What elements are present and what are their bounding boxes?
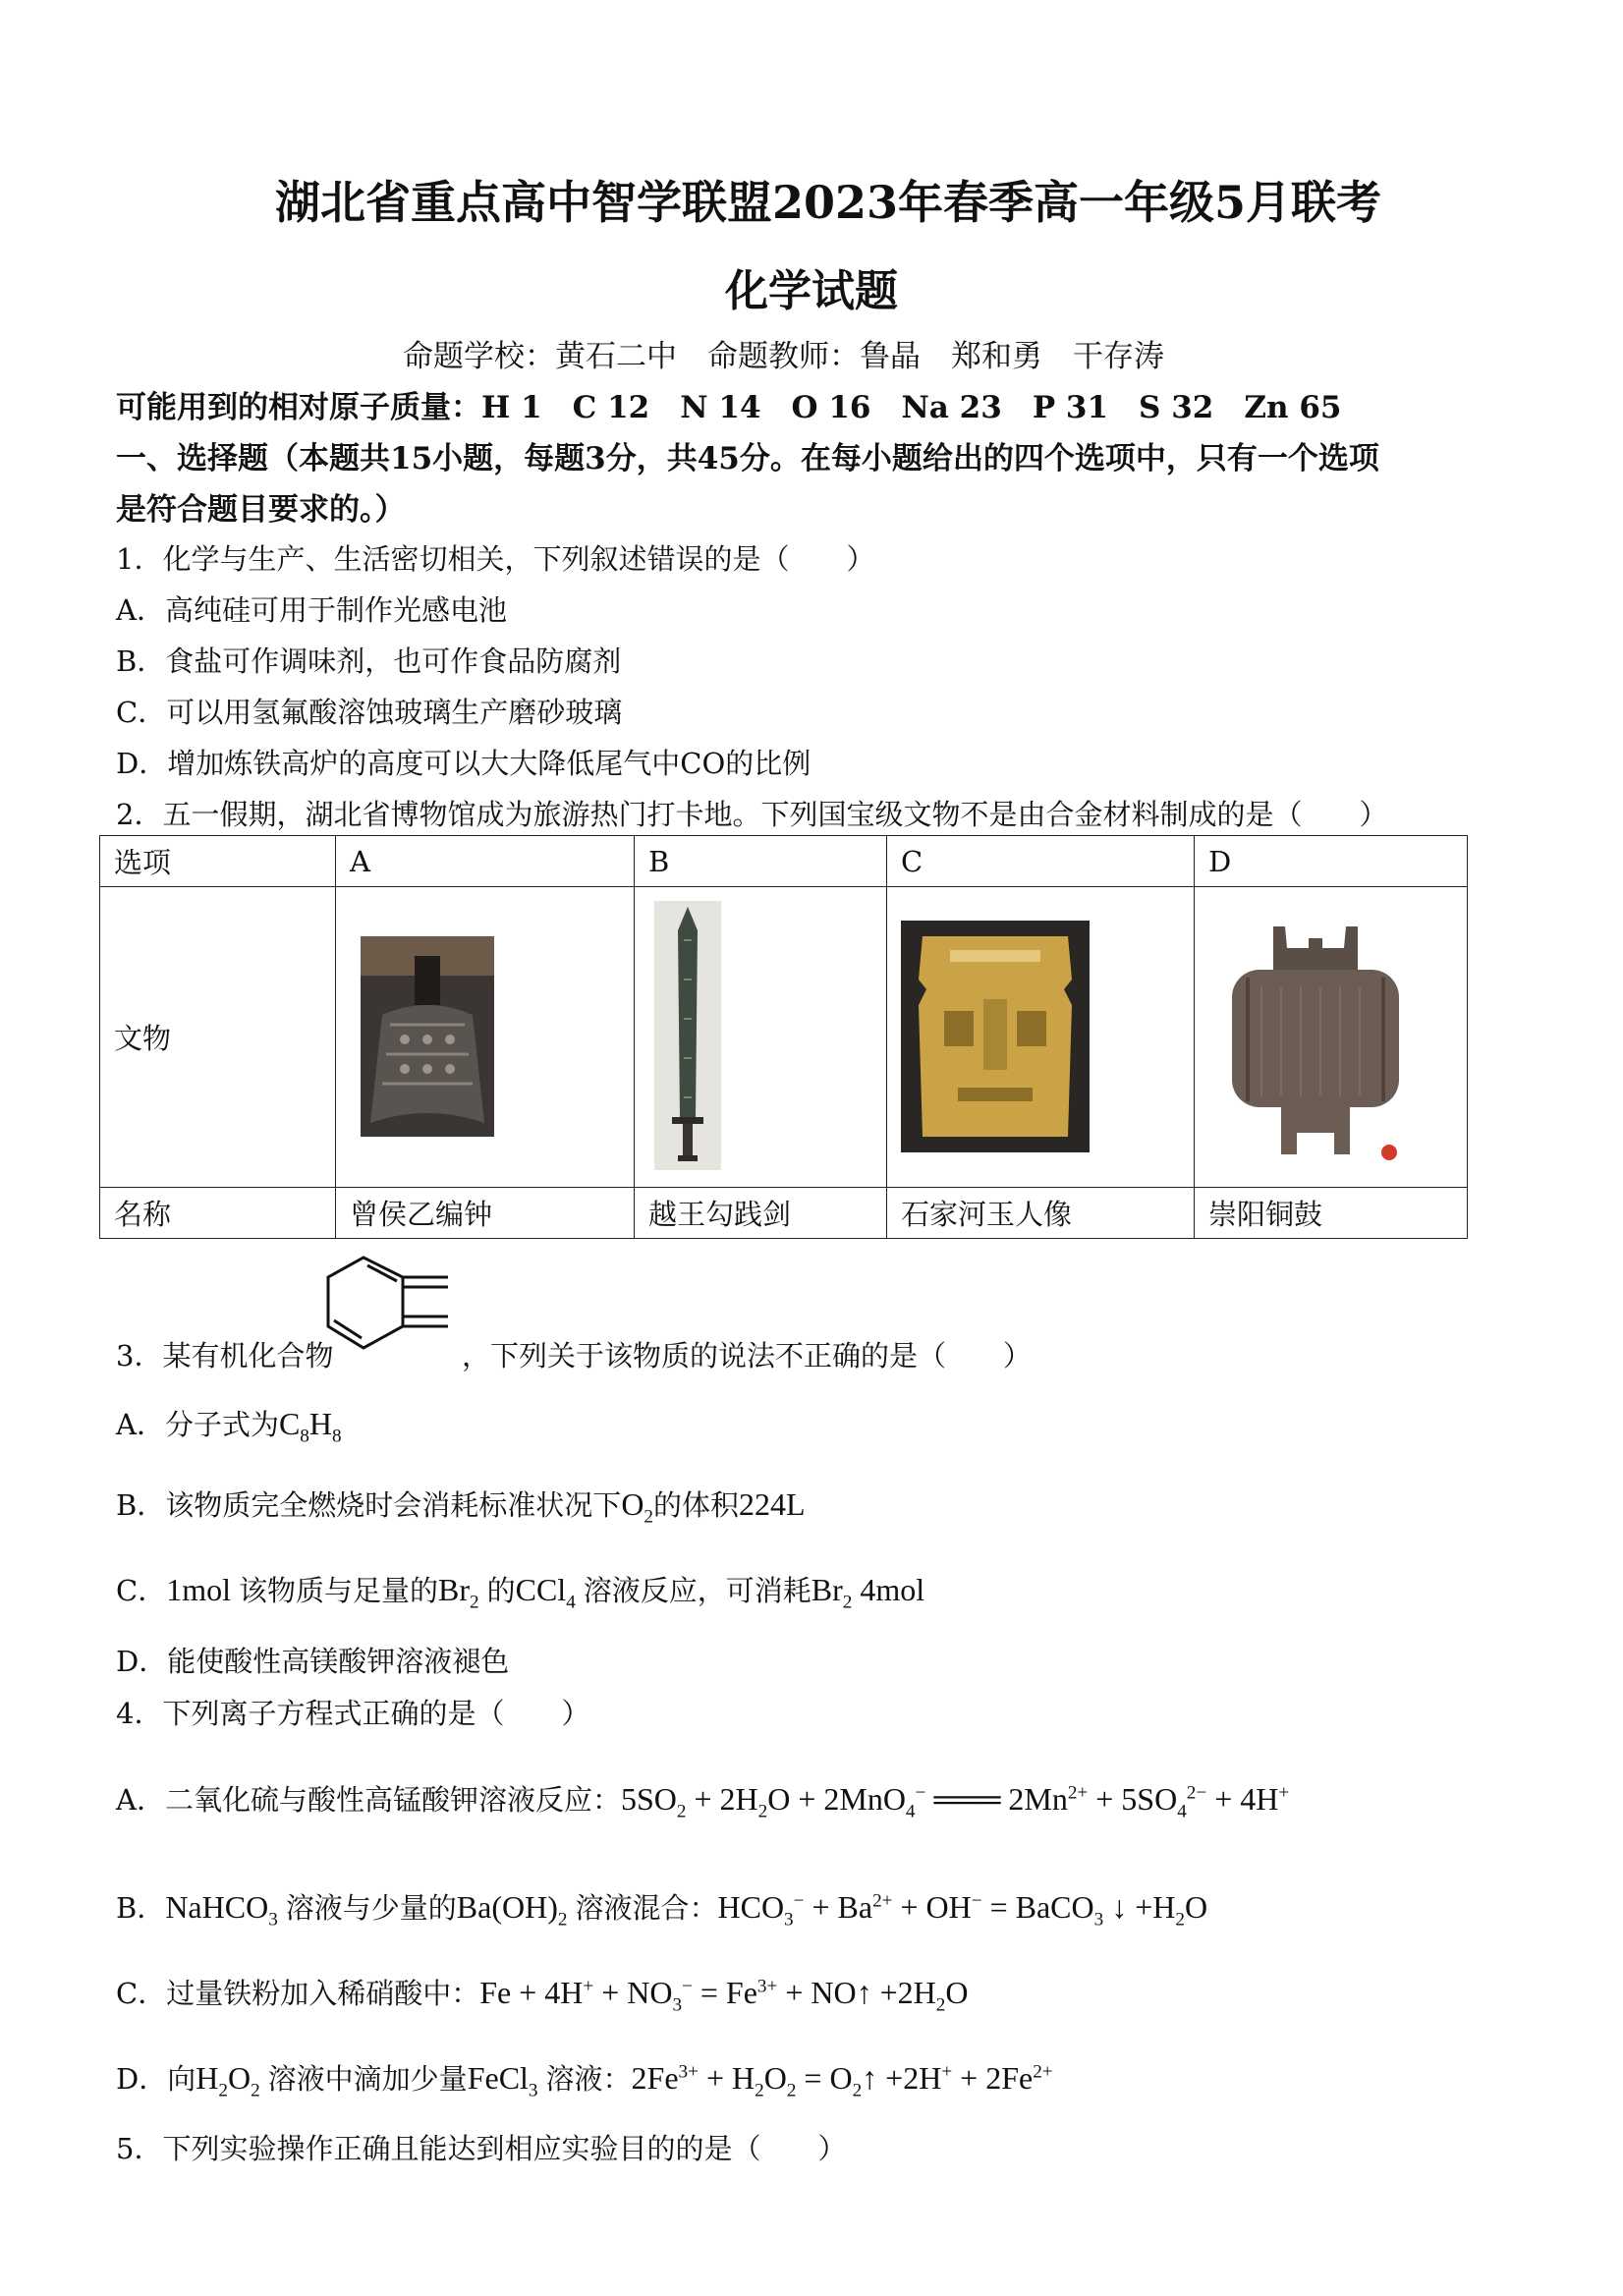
jade-figure-image (901, 921, 1090, 1152)
q1-option-b: B．食盐可作调味剂，也可作食品防腐剂 (116, 644, 622, 678)
formula-fecl3: FeCl$_3$ (467, 2060, 538, 2101)
exam-title: 湖北省重点高中智学联盟2023年春季高一年级5月联考 (275, 176, 1382, 229)
row-label-artifact: 文物 (100, 887, 336, 1188)
formula-br2: $Br_2$ (438, 1572, 479, 1613)
q4-option-a (116, 1778, 1290, 1822)
q3-stem-prefix: 3．某有机化合物 (116, 1339, 334, 1372)
q4-option-d (116, 2057, 1053, 2101)
formula-c8h8: $C_8H_8$ (278, 1406, 342, 1447)
q4-option-c-text: C．过量铁粉加入稀硝酸中： (116, 1977, 480, 2010)
q3-option-b-text1: B．该物质完全燃烧时会消耗标准状况下 (116, 1488, 622, 1522)
q4-option-b-text: 溶液与少量的 (285, 1891, 457, 1925)
q4-option-d-text2: 溶液中滴加少量 (267, 2062, 468, 2096)
table-row-artifacts (100, 887, 1468, 1188)
section-heading-line2: 是符合题目要求的。） (116, 492, 406, 528)
q1-option-c: C．可以用氢氟酸溶蚀玻璃生产磨砂玻璃 (116, 696, 623, 729)
bianzhong-bells-image (361, 936, 494, 1137)
q3-option-c (116, 1569, 925, 1613)
q3-option-a (116, 1403, 342, 1447)
artifact-table (99, 835, 1468, 1239)
formula-ccl4: CCl$_4$ (515, 1572, 576, 1613)
q4-option-c (116, 1972, 969, 2016)
row-label-name: 名称 (100, 1188, 336, 1239)
q1-stem: 1．化学与生产、生活密切相关，下列叙述错误的是（ ） (116, 542, 875, 576)
equation-b: $HCO_3^- + Ba^{2+} + OH^-$ = BaCO$_3$ ↓ $+H_2O$ (717, 1889, 1208, 1931)
q1-option-a: A．高纯硅可用于制作光感电池 (116, 593, 507, 627)
table-row-names (100, 1188, 1468, 1239)
equation-c: $Fe + 4H^+ + NO_3^- = Fe^{3+}$ + NO↑ $+2H_2O$ (479, 1975, 969, 2016)
equation-a: $5SO_2 + 2H_2O + 2MnO_4^-$ ═══ $2Mn^{2+} + 5SO_4^{2-} + 4H^+$ (620, 1781, 1290, 1822)
volume-value: 224L (739, 1486, 806, 1522)
goujian-sword-image (654, 901, 721, 1170)
artifact-c-name: 石家河玉人像 (887, 1188, 1195, 1239)
atomic-masses: 可能用到的相对原子质量：H 1 C 12 N 14 O 16 Na 23 P 31 S 32 Zn 65 (116, 390, 1342, 425)
q4-option-d-text1: D．向 (116, 2062, 196, 2096)
q4-option-b-label: B． (116, 1891, 166, 1925)
formula-nahco3: NaHCO$_3$ (165, 1889, 278, 1931)
q3-option-d: D．能使酸性高镁酸钾溶液褪色 (116, 1645, 510, 1678)
artifact-a-name: 曾侯乙编钟 (336, 1188, 635, 1239)
equation-d: $2Fe^{3+} + H_2O_2$ = $O_2↑ +2H^+ + 2Fe^{2+}$ (631, 2060, 1053, 2101)
q3-stem-suffix: ，下列关于该物质的说法不正确的是（ ） (462, 1339, 1033, 1372)
row-label-option: 选项 (100, 836, 336, 887)
q4-option-a-text: A．二氧化硫与酸性高锰酸钾溶液反应： (116, 1783, 621, 1817)
q5-stem: 5．下列实验操作正确且能达到相应实验目的的是（ ） (116, 2132, 847, 2165)
bronze-drum-image (1212, 919, 1419, 1174)
artifact-d-name: 崇阳铜鼓 (1195, 1188, 1468, 1239)
artifact-c-cell (887, 887, 1195, 1188)
q3-option-b (116, 1484, 806, 1528)
formula-br2-amount: $Br_2$ 4mol (811, 1572, 925, 1613)
section-heading-line1: 一、选择题（本题共15小题，每题3分，共45分。在每小题给出的四个选项中，只有一个选项 (116, 441, 1379, 476)
q4-option-b (116, 1886, 1208, 1931)
q3-option-a-text: A．分子式为 (116, 1408, 279, 1441)
q4-option-d-text3: 溶液： (545, 2062, 632, 2096)
q3-option-c-text2: 的 (486, 1574, 516, 1607)
amount-1mol: 1mol (166, 1572, 239, 1607)
q4-stem: 4．下列离子方程式正确的是（ ） (116, 1697, 590, 1730)
q2-stem: 2．五一假期，湖北省博物馆成为旅游热门打卡地。下列国宝级文物不是由合金材料制成的是（ ） (116, 798, 1388, 831)
formula-baoh2: $Ba(OH)_2$ (456, 1889, 568, 1931)
artifact-d-cell (1195, 887, 1468, 1188)
table-row-options (100, 836, 1468, 887)
molecule-structure-diagram (324, 1248, 458, 1375)
q4-option-b-text2: 溶液混合： (575, 1891, 718, 1925)
artifact-a-cell (336, 887, 635, 1188)
q3-option-c-text1: 该物质与足量的 (238, 1574, 438, 1607)
option-a-header: A (336, 836, 635, 887)
formula-o2: $O_2$ (621, 1486, 654, 1528)
q3-option-c-text3: 溶液反应，可消耗 (583, 1574, 812, 1607)
option-d-header: D (1195, 836, 1468, 887)
artifact-b-name: 越王勾践剑 (635, 1188, 887, 1239)
subject-title: 化学试题 (725, 266, 898, 316)
option-b-header: B (635, 836, 887, 887)
q3-option-b-text2: 的体积 (653, 1488, 740, 1522)
q3-option-c-label: C． (116, 1574, 167, 1607)
artifact-b-cell (635, 887, 887, 1188)
formula-h2o2: $H_2O_2$ (196, 2060, 260, 2101)
option-c-header: C (887, 836, 1195, 887)
q1-option-d: D．增加炼铁高炉的高度可以大大降低尾气中CO的比例 (116, 747, 812, 780)
authors-line: 命题学校：黄石二中 命题教师：鲁晶 郑和勇 干存涛 (403, 339, 1164, 374)
